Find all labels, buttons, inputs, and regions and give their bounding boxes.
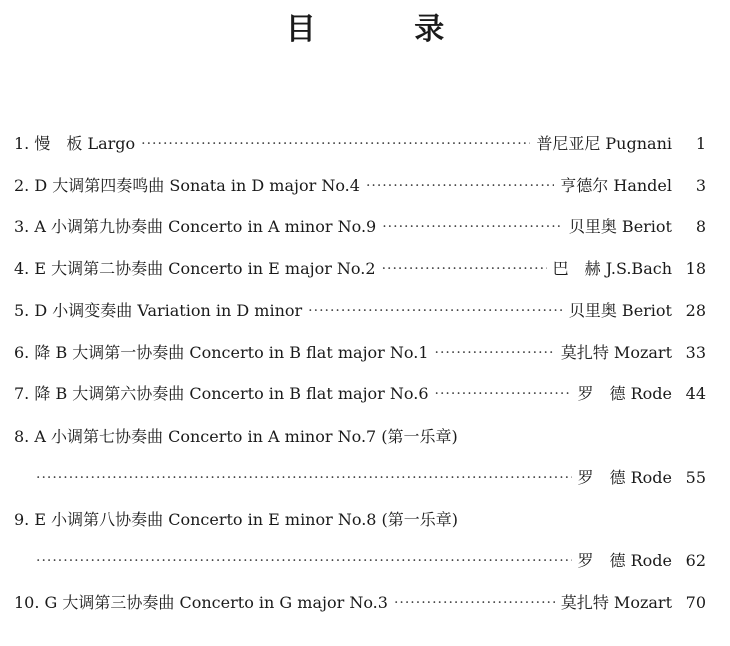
- dot-leader: [382, 258, 547, 280]
- toc-entry-7[interactable]: [14, 383, 706, 405]
- toc-entry-composer: 莫扎特 Mozart: [560, 343, 672, 362]
- toc-entry-composer: 罗 德 Rode: [577, 384, 672, 403]
- toc-entry-5[interactable]: [14, 300, 706, 322]
- toc-entry-4[interactable]: [14, 258, 706, 280]
- toc-entry-page: 55: [685, 468, 706, 487]
- toc-entry-6[interactable]: [14, 342, 706, 364]
- toc-entry-title: 2. D 大调第四奏鸣曲 Sonata in D major No.4: [14, 176, 360, 195]
- toc-entry-composer: 罗 德 Rode: [577, 468, 672, 487]
- dot-leader: [435, 383, 572, 405]
- toc-entry-title: 8. A 小调第七协奏曲 Concerto in A minor No.7 (第一乐章): [14, 427, 458, 446]
- toc-entry-9[interactable]: [14, 509, 706, 531]
- toc-entry-composer: 普尼亚尼 Pugnani: [536, 134, 672, 153]
- toc-entry-page: 18: [685, 259, 706, 278]
- toc-entry-title: 5. D 小调变奏曲 Variation in D minor: [14, 301, 303, 320]
- dot-leader: [394, 592, 555, 614]
- toc-entry-8-continuation[interactable]: [36, 467, 706, 489]
- toc-entry-1[interactable]: [14, 133, 706, 155]
- toc-entry-page: 44: [685, 384, 706, 403]
- toc-entry-title: 9. E 小调第八协奏曲 Concerto in E minor No.8 (第一乐章): [14, 510, 459, 529]
- toc-entry-10[interactable]: [14, 592, 706, 614]
- dot-leader: [308, 300, 563, 322]
- toc-entry-page: 62: [685, 551, 706, 570]
- toc-entry-page: 33: [685, 343, 706, 362]
- toc-entry-page: 28: [685, 301, 706, 320]
- toc-entry-2[interactable]: [14, 175, 706, 197]
- dot-leader: [141, 133, 530, 155]
- toc-entry-9-continuation[interactable]: [36, 550, 706, 572]
- toc-entry-8[interactable]: [14, 426, 706, 448]
- toc-entry-composer: 莫扎特 Mozart: [560, 593, 672, 612]
- dot-leader: [366, 175, 554, 197]
- toc-entry-title: 7. 降 B 大调第六协奏曲 Concerto in B flat major No.6: [14, 384, 429, 403]
- dot-leader: [435, 342, 555, 364]
- toc-entry-title: 10. G 大调第三协奏曲 Concerto in G major No.3: [14, 593, 388, 612]
- toc-entry-title: 1. 慢 板 Largo: [14, 134, 136, 153]
- toc-entry-title: 4. E 大调第二协奏曲 Concerto in E major No.2: [14, 259, 376, 278]
- dot-leader: [36, 467, 572, 489]
- toc-entry-composer: 罗 德 Rode: [577, 551, 672, 570]
- toc-entry-composer: 贝里奥 Beriot: [568, 301, 672, 320]
- toc-entry-page: 3: [695, 176, 706, 195]
- toc-entry-page: 8: [695, 217, 706, 236]
- toc-entry-composer: 贝里奥 Beriot: [568, 217, 672, 236]
- toc-entry-page: 1: [695, 134, 706, 153]
- page-title: 目 录: [285, 12, 489, 47]
- dot-leader: [382, 216, 563, 238]
- toc-entry-3[interactable]: [14, 216, 706, 238]
- dot-leader: [36, 550, 572, 572]
- toc-entry-page: 70: [685, 593, 706, 612]
- toc-entry-composer: 亨德尔 Handel: [560, 176, 672, 195]
- toc-entry-title: 3. A 小调第九协奏曲 Concerto in A minor No.9: [14, 217, 377, 236]
- toc-entry-title: 6. 降 B 大调第一协奏曲 Concerto in B flat major No.1: [14, 343, 429, 362]
- toc-entry-composer: 巴 赫 J.S.Bach: [552, 259, 672, 278]
